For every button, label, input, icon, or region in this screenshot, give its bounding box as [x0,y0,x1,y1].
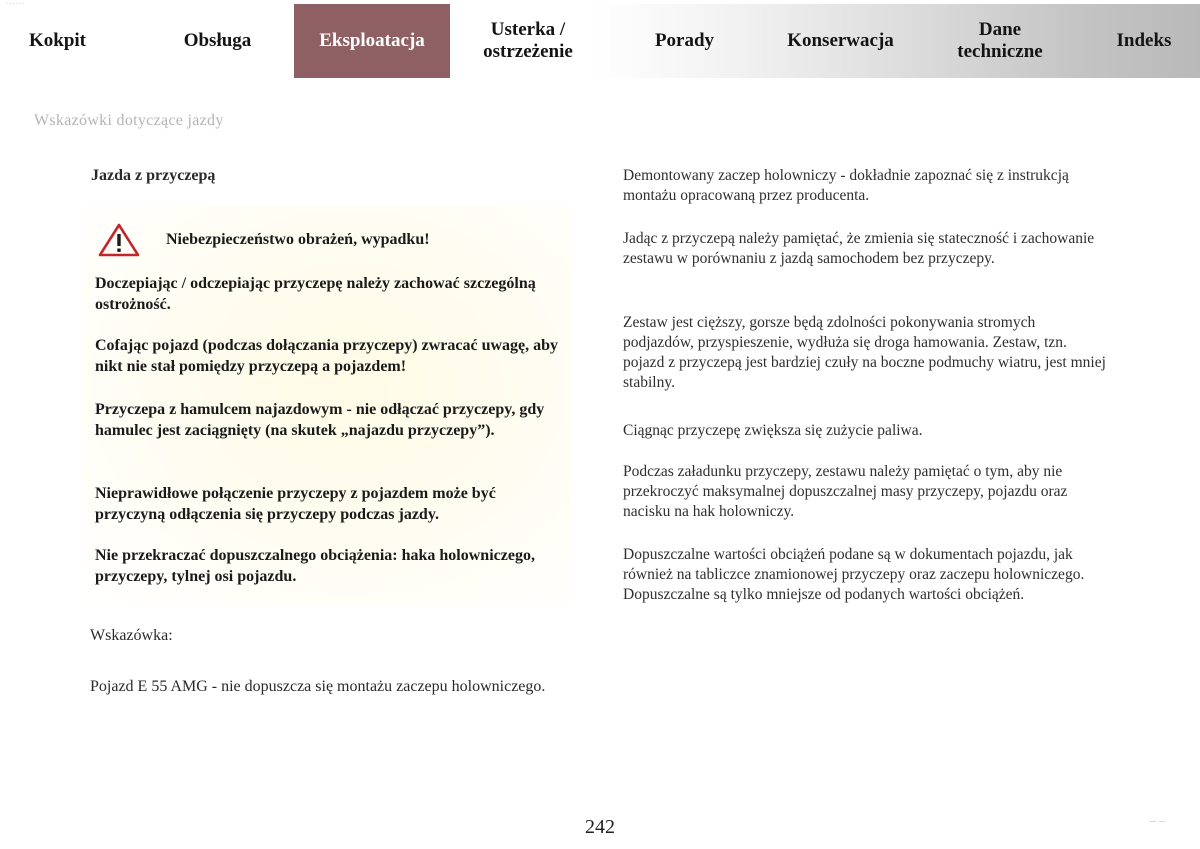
tip-text: Pojazd E 55 AMG - nie dopuszcza się montażu zaczepu holowniczego. [90,678,546,695]
warning-paragraph: Cofając pojazd (podczas dołączania przyczepy) zwracać uwagę, aby nikt nie stał pomiędzy przyczepą a pojazdem! [95,337,559,375]
warning-title [98,223,568,257]
warning-paragraph: Doczepiając / odczepiając przyczepę należy zachować szczególną ostrożność. [95,275,536,313]
tab-usterka-ostrzezenie[interactable] [458,4,598,78]
warning-title-text: Niebezpieczeństwo obrażeń, wypadku! [166,231,430,248]
tab-indeks[interactable] [1088,4,1200,78]
tab-label: Porady [654,30,715,51]
tab-obsluga[interactable] [150,4,285,78]
corner-mark: – – [1150,813,1165,827]
body-paragraph: Ciągnąc przyczepę zwiększa się zużycie paliwa. [623,422,923,439]
body-paragraph: Podczas załadunku przyczepy, zestawu należy pamiętać o tym, aby nie przekroczyć maksymalnej dopuszczalnej masy przyczepy, pojazdu oraz nacisku na hak holowniczy. [623,463,1068,520]
tab-label: Dane techniczne [957,19,1043,62]
body-paragraph: Demontowany zaczep holowniczy - dokładnie zapoznać się z instrukcją montażu opracowaną przez producenta. [623,167,1069,204]
tab-eksploatacja[interactable] [294,4,450,78]
warning-paragraph: Przyczepa z hamulcem najazdowym - nie odłączać przyczepy, gdy hamulec jest zaciągnięty (na skutek „najazdu przyczepy”). [95,401,545,439]
body-paragraph: Dopuszczalne wartości obciążeń podane są w dokumentach pojazdu, jak również na tabliczce znamionowej przyczepy oraz zaczepu holowniczego. Dopuszczalne są tylko mniejsze od podanych wartości obciążeń. [623,546,1085,603]
warning-paragraph: Nieprawidłowe połączenie przyczepy z pojazdem może być przyczyną odłączenia się przyczepy podczas jazdy. [95,485,496,523]
tab-konserwacja[interactable] [763,4,918,78]
tab-label: Eksploatacja [319,30,425,51]
tab-porady[interactable] [612,4,757,78]
tab-label: Indeks [1116,30,1172,51]
body-paragraph: Jadąc z przyczepą należy pamiętać, że zmienia się stateczność i zachowanie zestawu w porównaniu z jazdą samochodem bez przyczepy. [623,230,1095,267]
tab-label: Obsługa [183,30,252,51]
body-paragraph: Zestaw jest cięższy, gorsze będą zdolności pokonywania stromych podjazdów, przyspieszenie, wydłuża się droga hamowania. Zestaw, tzn. pojazd z przyczepą jest bardziej czuły na boczne podmuchy wiatru, jest mniej stabilny. [623,314,1106,391]
page-number: 242 [585,816,615,838]
tab-kokpit[interactable] [0,4,115,78]
tab-label: Usterka / ostrzeżenie [483,19,573,62]
corner-artifact: ...... [6,0,26,6]
warning-paragraph: Nie przekraczać dopuszczalnego obciążenia: haka holowniczego, przyczepy, tylnej osi pojazdu. [95,547,535,585]
tab-label: Kokpit [28,30,87,51]
tab-label: Konserwacja [787,30,894,51]
top-navigation [0,4,1200,78]
warning-triangle-icon [98,223,140,257]
subheading: Jazda z przyczepą [91,167,216,184]
tip-label: Wskazówka: [90,627,173,644]
section-header: Wskazówki dotyczące jazdy [34,112,224,129]
tab-dane-techniczne[interactable] [925,4,1075,78]
